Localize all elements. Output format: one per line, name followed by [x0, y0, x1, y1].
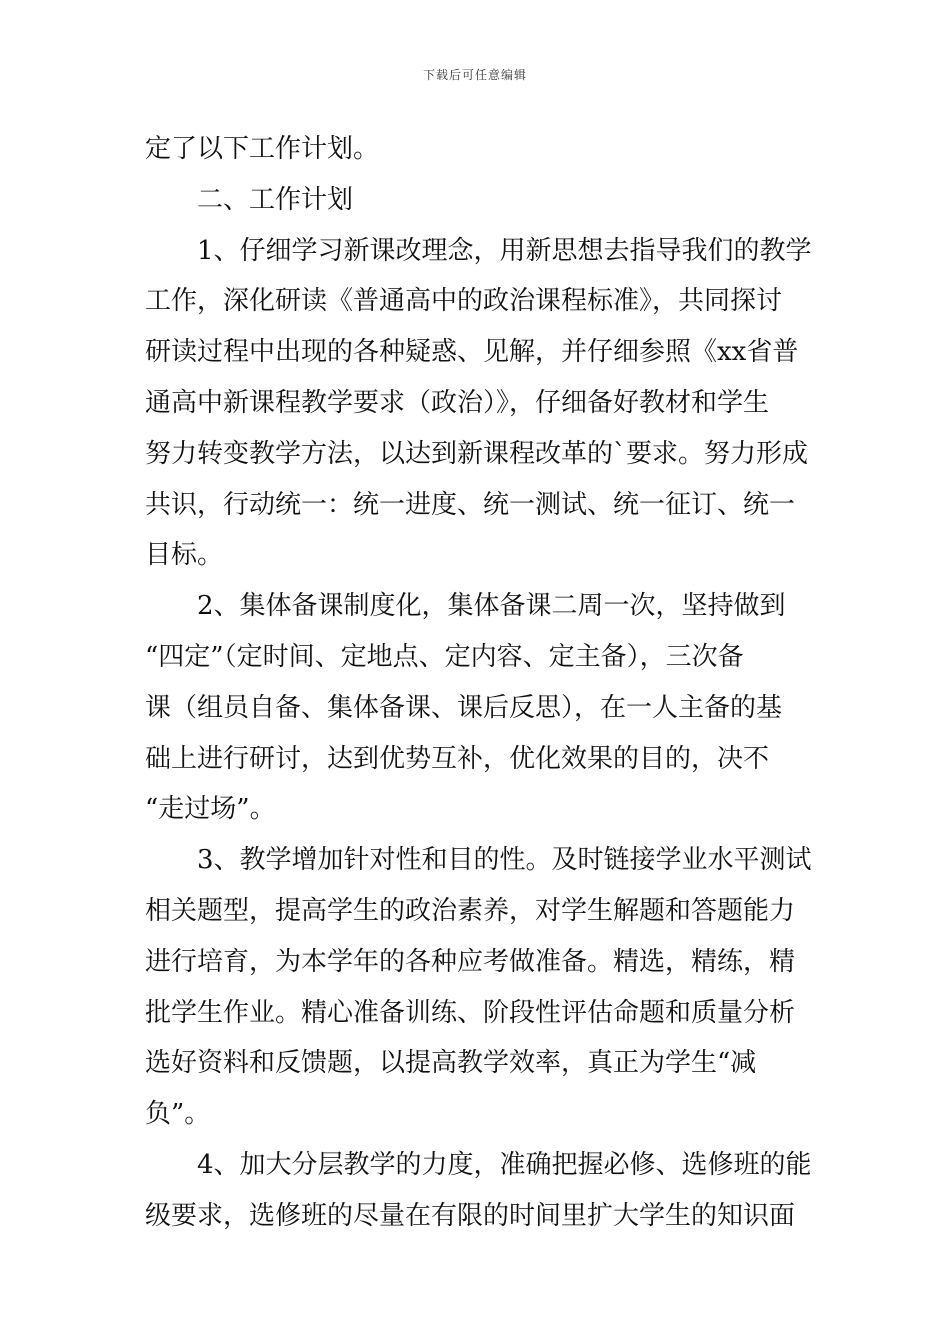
text-line: 3、教学增加针对性和目的性。及时链接学业水平测试: [197, 845, 812, 876]
page-header: 下载后可任意编辑: [422, 68, 527, 82]
text-line: “走过场”。: [145, 794, 276, 825]
text-line: 课（组员自备、集体备课、课后反思），在一人主备的基: [145, 692, 783, 723]
text-line: 2、集体备课制度化，集体备课二周一次，坚持做到: [197, 591, 786, 622]
text-line: 相关题型，提高学生的政治素养，对学生解题和答题能力: [145, 895, 796, 926]
text-line: 共识，行动统一：统一进度、统一测试、统一征订、统一: [145, 489, 796, 520]
text-line: 础上进行研讨，达到优势互补，优化效果的目的，决不: [145, 743, 770, 774]
text-line: 目标。: [145, 540, 224, 571]
text-line: 1、仔细学习新课改理念，用新思想去指导我们的教学: [197, 235, 812, 266]
text-line: 二、工作计划: [197, 184, 354, 215]
text-line: 努力转变教学方法，以达到新课程改革的`要求。努力形成: [145, 438, 809, 469]
text-line: 选好资料和反馈题，以提高教学效率，真正为学生“减: [145, 1048, 757, 1079]
text-line: 定了以下工作计划。: [145, 134, 380, 164]
text-line: 批学生作业。精心准备训练、阶段性评估命题和质量分析: [145, 997, 796, 1028]
text-line: 级要求，选修班的尽量在有限的时间里扩大学生的知识面: [145, 1200, 796, 1231]
body-text: [145, 124, 810, 1242]
text-line: “四定”（定时间、定地点、定内容、定主备），三次备: [145, 641, 744, 672]
text-line: 4、加大分层教学的力度，准确把握必修、选修班的能: [197, 1149, 812, 1180]
text-line: 通高中新课程教学要求（政治）》，仔细备好教材和学生: [145, 387, 770, 418]
text-line: 工作，深化研读《普通高中的政治课程标准》，共同探讨: [145, 286, 783, 317]
text-line: 研读过程中出现的各种疑惑、见解，并仔细参照《xx省普: [145, 337, 799, 368]
text-line: 进行培育，为本学年的各种应考做准备。精选，精练，精: [145, 946, 796, 977]
text-line: 负”。: [145, 1099, 211, 1130]
